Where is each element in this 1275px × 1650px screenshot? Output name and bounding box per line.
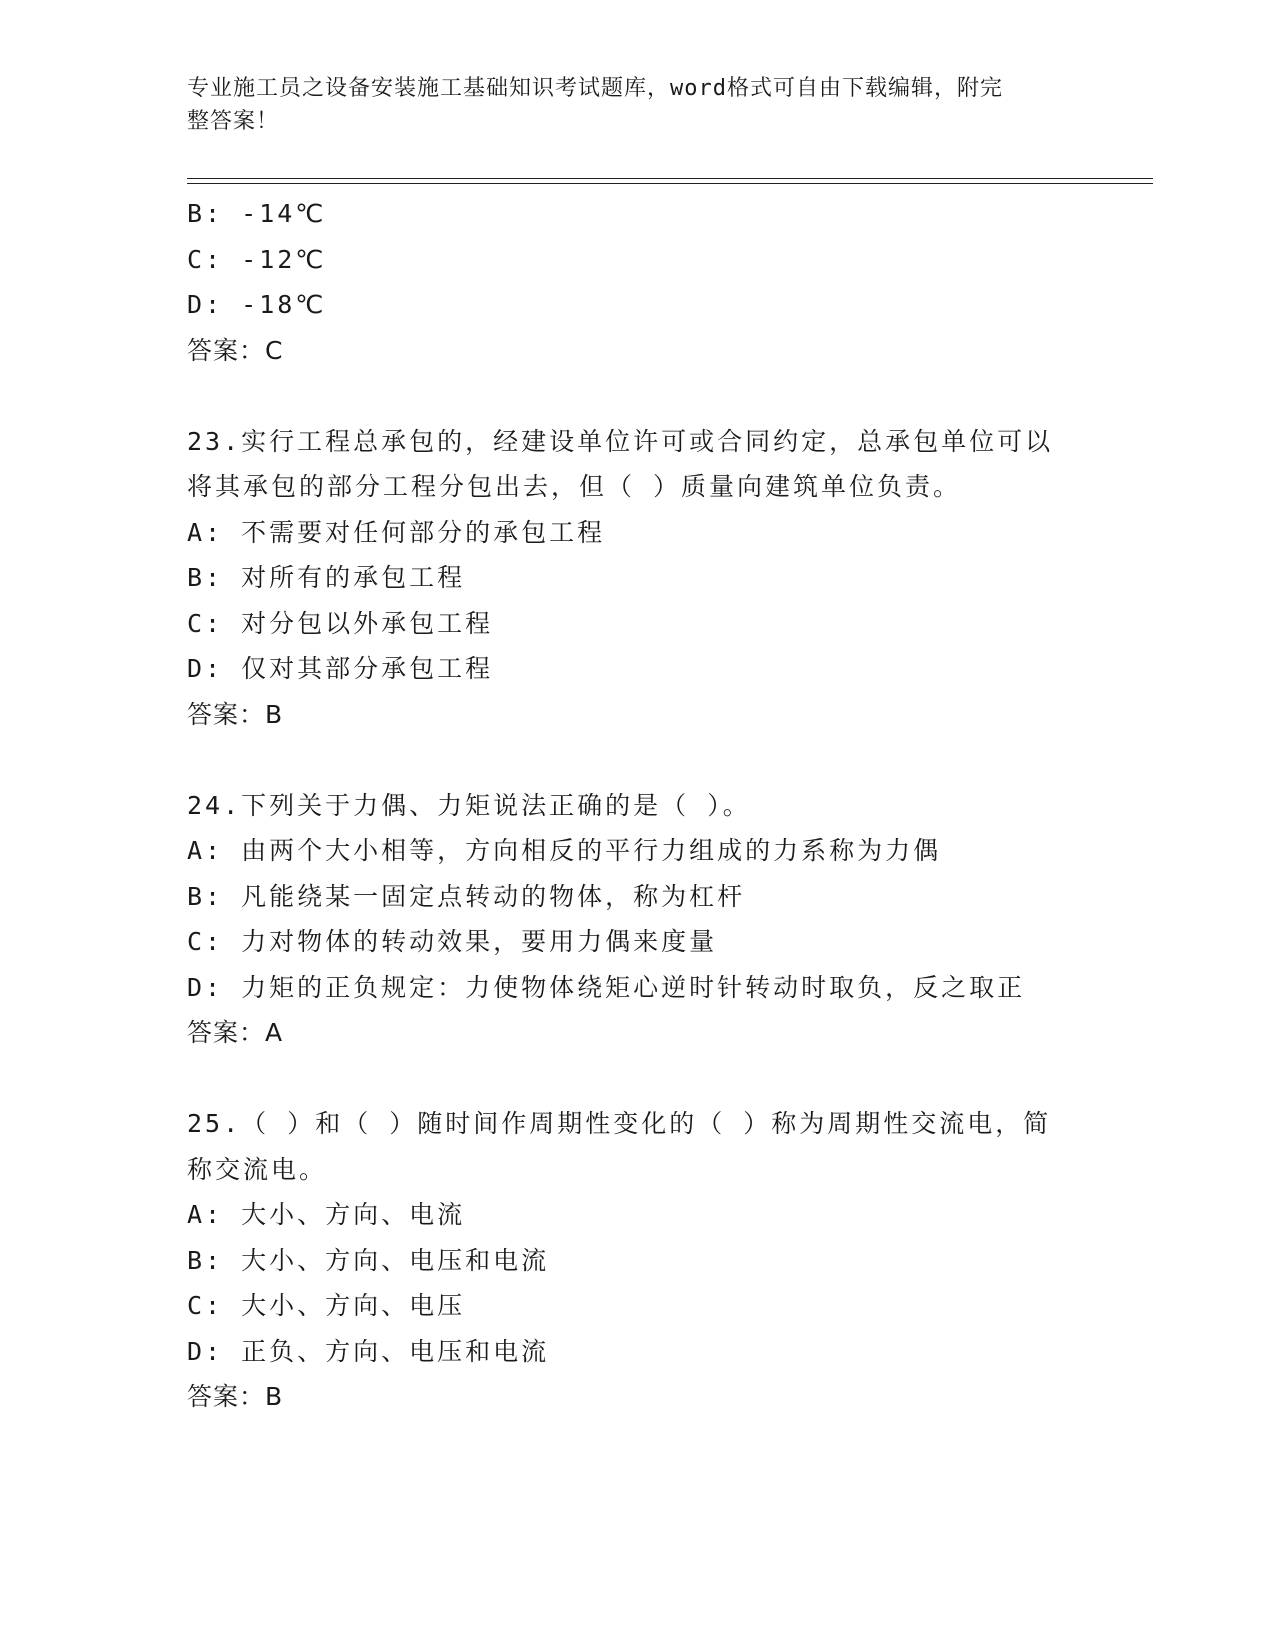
option-d: D: 正负、方向、电压和电流 <box>187 1336 550 1366</box>
answer-line: 答案：A <box>187 1018 284 1047</box>
option-c: C: -12℃ <box>187 244 327 274</box>
option-a: A: 大小、方向、电流 <box>187 1200 466 1229</box>
question-stem: 称交流电。 <box>187 1154 328 1184</box>
spacer <box>187 737 1087 783</box>
header-divider-bottom <box>187 183 1153 184</box>
question-stem: 24.下列关于力偶、力矩说法正确的是（ ）。 <box>187 790 751 820</box>
question-25 <box>187 1101 1087 1420</box>
header-line-1: 专业施工员之设备安装施工基础知识考试题库，word格式可自由下载编辑，附完 <box>187 76 1003 101</box>
option-b: B: 对所有的承包工程 <box>187 563 466 592</box>
answer-line: 答案：C <box>187 335 284 365</box>
answer-line: 答案：B <box>187 699 284 729</box>
question-stem: 25.（ ）和（ ）随时间作周期性变化的（ ）称为周期性交流电，简 <box>187 1109 1052 1138</box>
spacer <box>187 373 1087 419</box>
header-line-2: 整答案！ <box>187 109 280 134</box>
option-b: B: 大小、方向、电压和电流 <box>187 1245 550 1275</box>
question-list <box>187 191 1087 1420</box>
question-stem: 将其承包的部分工程分包出去，但（ ）质量向建筑单位负责。 <box>187 472 962 501</box>
option-b: B: -14℃ <box>187 199 327 228</box>
option-a: A: 由两个大小相等，方向相反的平行力组成的力系称为力偶 <box>187 836 942 865</box>
spacer <box>187 1056 1087 1102</box>
answer-line: 答案：B <box>187 1382 284 1411</box>
header-divider-top <box>187 178 1153 179</box>
option-d: D: -18℃ <box>187 290 327 319</box>
question-24 <box>187 783 1087 1056</box>
option-d: D: 仅对其部分承包工程 <box>187 654 494 683</box>
option-a: A: 不需要对任何部分的承包工程 <box>187 517 606 547</box>
question-23 <box>187 419 1087 738</box>
option-b: B: 凡能绕某一固定点转动的物体，称为杠杆 <box>187 881 746 911</box>
document-header <box>187 72 1067 138</box>
option-d: D: 力矩的正负规定：力使物体绕矩心逆时针转动时取负，反之取正 <box>187 972 1026 1002</box>
option-c: C: 大小、方向、电压 <box>187 1291 466 1320</box>
option-c: C: 对分包以外承包工程 <box>187 608 494 638</box>
previous-question-tail <box>187 191 1087 373</box>
question-stem: 23.实行工程总承包的，经建设单位许可或合同约定，总承包单位可以 <box>187 426 1054 456</box>
option-c: C: 力对物体的转动效果，要用力偶来度量 <box>187 927 718 956</box>
